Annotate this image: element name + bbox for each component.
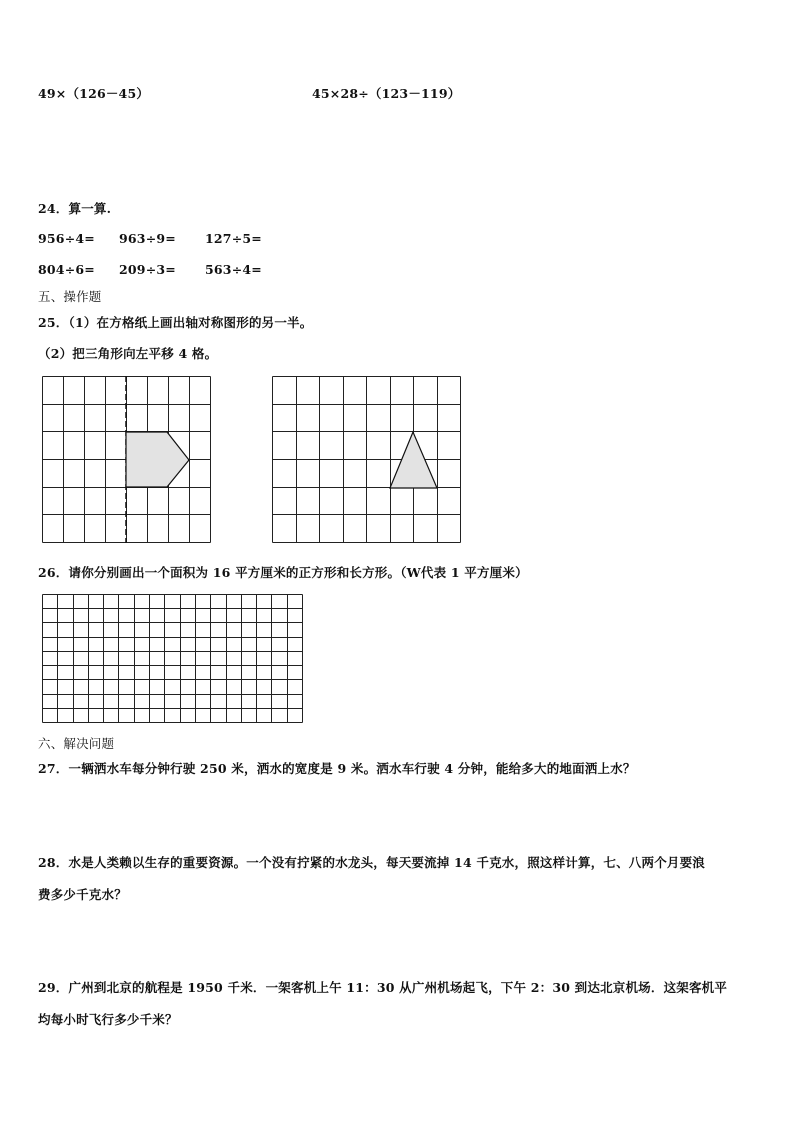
expression-left: 49×（126－45）: [38, 86, 150, 101]
q24-heading: 24．算一算.: [38, 201, 112, 216]
symmetry-grid: [42, 376, 214, 544]
section-title-6: 六、解决问题: [38, 736, 115, 751]
q24-item: 209÷3=: [119, 262, 176, 277]
q24-item: 963÷9=: [119, 231, 176, 246]
q25-part2: （2）把三角形向左平移 4 格。: [38, 346, 218, 361]
half-figure: [126, 432, 189, 487]
q26-text: 26．请你分别画出一个面积为 16 平方厘米的正方形和长方形。（W代表 1 平方厘米）: [38, 565, 528, 580]
q28-line2: 费多少千克水？: [38, 887, 127, 902]
q24-item: 956÷4=: [38, 231, 95, 246]
section-title-5: 五、操作题: [38, 289, 102, 304]
translation-grid: [272, 376, 462, 544]
q25-part1: 25．（1）在方格纸上画出轴对称图形的另一半。: [38, 315, 313, 330]
q29-line1: 29．广州到北京的航程是 1950 千米．一架客机上午 11：30 从广州机场起飞，下午 2：30 到达北京机场．这架客机平: [38, 980, 728, 995]
q29-line2: 均每小时飞行多少千米？: [38, 1012, 178, 1027]
q28-line1: 28．水是人类赖以生存的重要资源。一个没有拧紧的水龙头，每天要流掉 14 千克水，照这样计算，七、八两个月要浪: [38, 855, 705, 870]
q27-text: 27．一辆洒水车每分钟行驶 250 米，洒水的宽度是 9 米。洒水车行驶 4 分钟，能给多大的地面洒上水？: [38, 761, 636, 776]
q24-item: 804÷6=: [38, 262, 95, 277]
area-grid: [42, 594, 304, 724]
expression-right: 45×28÷（123－119）: [312, 86, 461, 101]
q24-item: 563÷4=: [205, 262, 262, 277]
q24-item: 127÷5=: [205, 231, 262, 246]
